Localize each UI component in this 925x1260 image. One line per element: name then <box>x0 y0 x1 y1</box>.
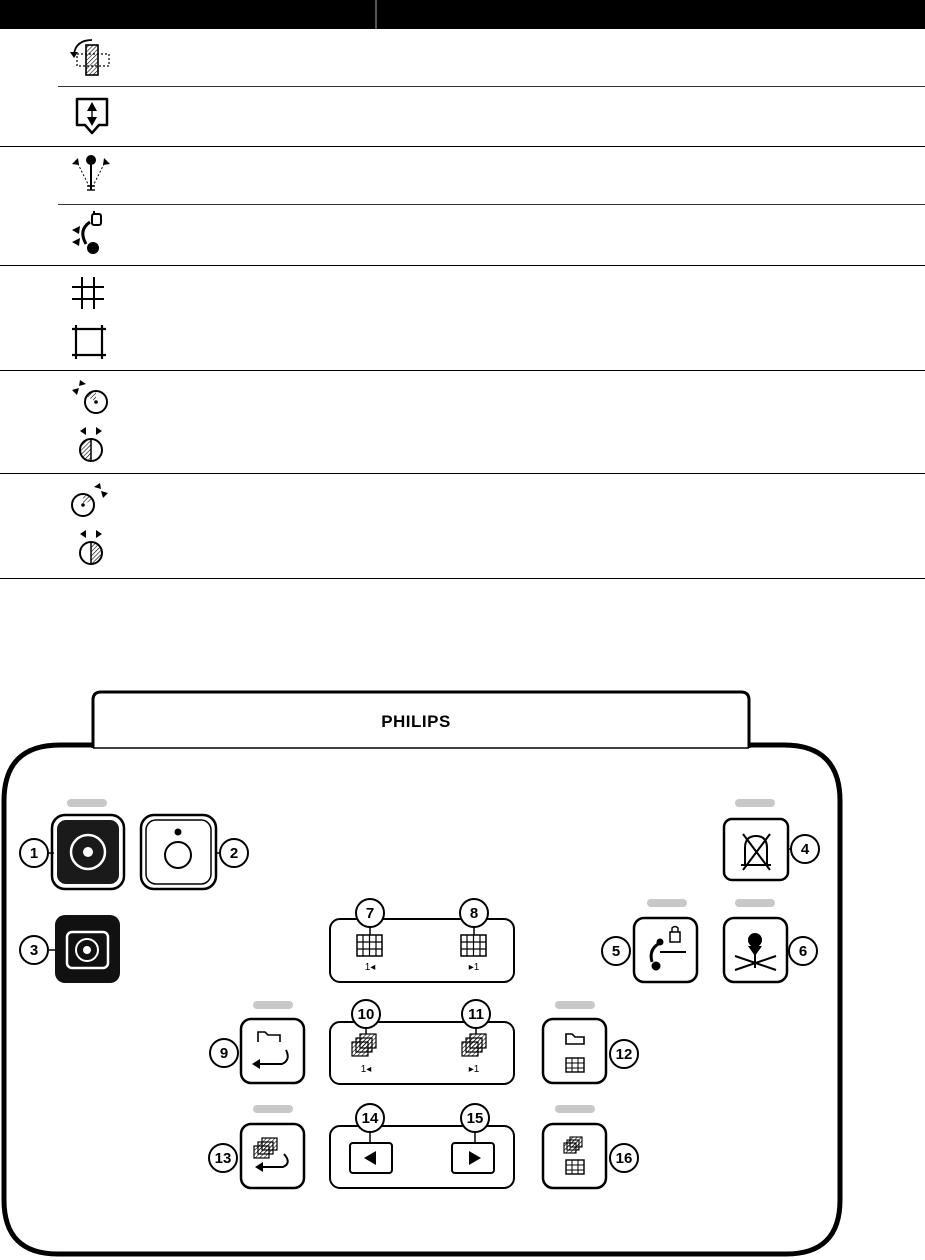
rotate-stand-icon <box>68 210 114 256</box>
callout-number: 15 <box>466 1110 484 1127</box>
silence-alarm-button[interactable] <box>724 819 788 880</box>
iris-shutter-left-icon <box>72 425 112 465</box>
callout-number: 6 <box>798 943 808 960</box>
first-image-label: 1◂ <box>364 962 376 973</box>
control-panel <box>0 660 925 1260</box>
rotate-image-icon <box>68 36 114 76</box>
callout-5 <box>602 937 630 965</box>
callout-number: 11 <box>468 1006 484 1023</box>
brand-logo: PHILIPS <box>381 712 451 731</box>
series-overview-button[interactable] <box>543 1124 606 1188</box>
callout-6 <box>789 937 817 965</box>
lock-tube-button[interactable] <box>634 918 697 982</box>
callout-16 <box>610 1144 638 1172</box>
last-image-label: ▸1 <box>468 962 480 973</box>
callout-3 <box>20 936 55 964</box>
callout-13 <box>209 1144 237 1172</box>
callout-number: 7 <box>365 905 375 922</box>
callout-number: 13 <box>214 1150 232 1167</box>
folder-overview-button[interactable] <box>543 1019 606 1083</box>
last-series-label: ▸1 <box>468 1064 480 1075</box>
first-series-label: 1◂ <box>360 1064 372 1075</box>
callout-number: 5 <box>611 943 621 960</box>
table-header-bar <box>0 0 925 29</box>
folder-return-button[interactable] <box>241 1019 304 1083</box>
iris-shutter-right-icon <box>72 528 112 568</box>
vertical-flip-icon <box>73 95 111 137</box>
row-divider <box>0 578 925 579</box>
callout-1 <box>20 839 54 867</box>
row-divider <box>58 86 925 87</box>
row-divider <box>0 370 925 371</box>
iris-rotate-right-icon <box>66 481 112 521</box>
row-divider <box>0 473 925 474</box>
step-forward-button[interactable] <box>452 1143 494 1173</box>
callout-4 <box>789 835 819 863</box>
callout-number: 4 <box>800 841 810 858</box>
record-button[interactable] <box>141 815 216 889</box>
callout-number: 14 <box>361 1110 379 1127</box>
callout-number: 8 <box>469 905 479 922</box>
callout-number: 16 <box>615 1150 633 1167</box>
iris-rotate-left-icon <box>68 378 114 418</box>
step-back-button[interactable] <box>350 1143 392 1173</box>
callout-number: 3 <box>29 942 39 959</box>
tube-angle-icon <box>68 152 114 194</box>
series-return-button[interactable] <box>241 1124 304 1188</box>
patient-disable-button[interactable] <box>724 918 787 982</box>
row-divider <box>0 265 925 266</box>
frame-icon <box>70 323 108 361</box>
callout-number: 9 <box>219 1045 229 1062</box>
callout-number: 10 <box>357 1006 375 1023</box>
fluoroscopy-button[interactable] <box>52 815 124 889</box>
store-image-button[interactable] <box>55 915 120 983</box>
callout-number: 1 <box>29 845 39 862</box>
callout-2 <box>217 839 248 867</box>
callout-9 <box>210 1039 238 1067</box>
row-divider <box>58 204 925 205</box>
callout-number: 2 <box>229 845 239 862</box>
row-divider <box>0 146 925 147</box>
grid-icon <box>70 275 106 311</box>
callout-12 <box>610 1040 638 1068</box>
callout-number: 12 <box>615 1046 633 1063</box>
